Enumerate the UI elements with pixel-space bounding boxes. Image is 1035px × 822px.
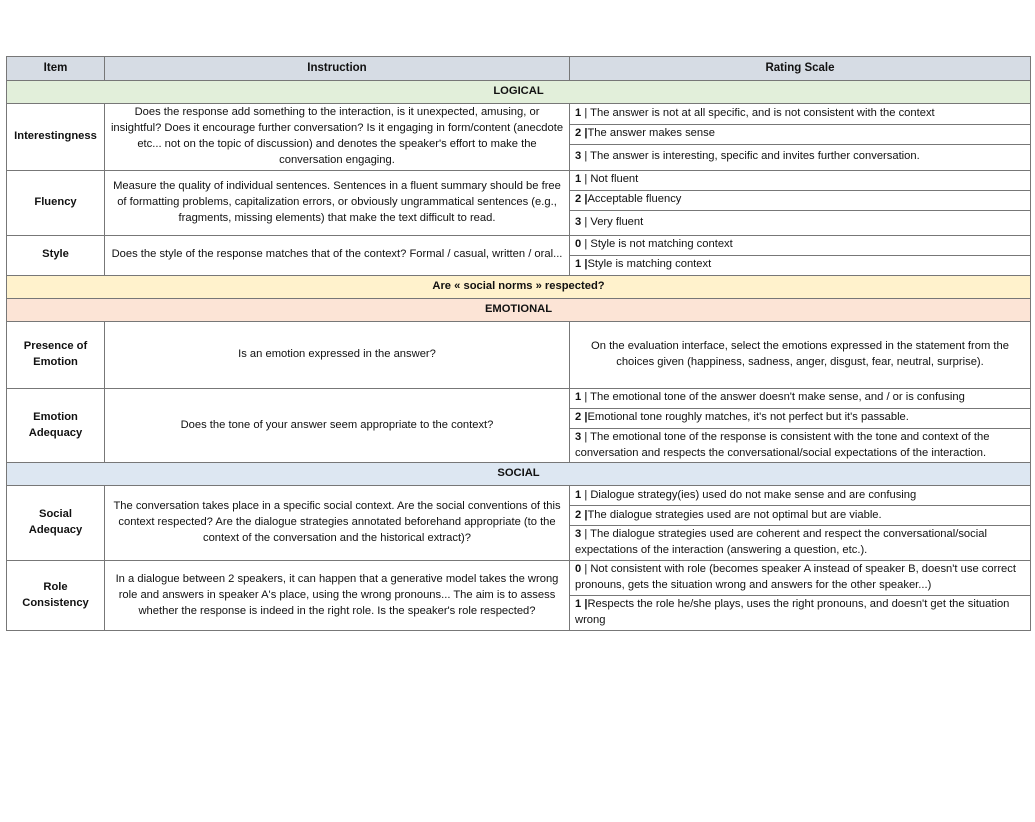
section-emotional-label: EMOTIONAL xyxy=(7,298,1031,321)
section-social xyxy=(7,463,1031,486)
table-row xyxy=(7,486,1031,506)
scale-option xyxy=(570,561,1031,596)
scale-level: 3 xyxy=(575,150,582,163)
table-row xyxy=(7,388,1031,408)
instruction-emotion-adequacy: Does the tone of your answer seem appropriate to the context? xyxy=(105,388,570,463)
scale-option xyxy=(570,210,1031,235)
table-row xyxy=(7,321,1031,388)
item-emotion-adequacy: Emotion Adequacy xyxy=(7,388,105,463)
scale-text: Acceptable fluency xyxy=(587,193,682,206)
scale-level: 1 xyxy=(575,391,582,404)
item-fluency: Fluency xyxy=(7,170,105,235)
instruction-fluency: Measure the quality of individual sentences. Sentences in a fluent summary should be free of formatting problems, capitalization errors, or obviously ungrammatical sentences (e.g., fragments, missing elements) that make the text difficult to read. xyxy=(105,170,570,235)
section-logical xyxy=(7,81,1031,104)
scale-option xyxy=(570,170,1031,190)
scale-text: | Very fluent xyxy=(581,215,644,228)
scale-option xyxy=(570,124,1031,145)
scale-option xyxy=(570,255,1031,275)
item-presence-of-emotion: Presence of Emotion xyxy=(7,321,105,388)
scale-text: | The emotional tone of the answer doesn't make sense, and / or is confusing xyxy=(581,391,965,404)
scale-level: 1 xyxy=(575,488,582,501)
scale-level: 1 xyxy=(575,106,582,119)
scale-presence-of-emotion: On the evaluation interface, select the emotions expressed in the statement from the choices given (happiness, sadness, anger, disgust, fear, neutral, surprise). xyxy=(570,321,1031,388)
scale-option xyxy=(570,506,1031,526)
figure-caption xyxy=(0,0,1035,8)
scale-option xyxy=(570,408,1031,428)
item-social-adequacy: Social Adequacy xyxy=(7,486,105,561)
item-interestingness: Interestingness xyxy=(7,104,105,171)
scale-option xyxy=(570,235,1031,255)
scale-text: Style is matching context xyxy=(587,258,712,271)
scale-level: 2 | xyxy=(575,508,588,521)
item-role-consistency: Role Consistency xyxy=(7,561,105,631)
table-row xyxy=(7,170,1031,190)
scale-option xyxy=(570,486,1031,506)
scale-level: 2 | xyxy=(575,127,588,140)
scale-level: 2 | xyxy=(575,193,588,206)
scale-text: The dialogue strategies used are not optimal but are viable. xyxy=(587,508,882,521)
scale-level: 1 xyxy=(575,173,582,186)
header-item: Item xyxy=(7,57,105,81)
header-instruction: Instruction xyxy=(105,57,570,81)
scale-level: 0 xyxy=(575,238,582,251)
scale-level: 0 xyxy=(575,563,582,576)
scale-option xyxy=(570,526,1031,561)
scale-text: | Dialogue strategy(ies) used do not make sense and are confusing xyxy=(581,488,917,501)
table-row xyxy=(7,561,1031,596)
scale-text: | The answer is not at all specific, and is not consistent with the context xyxy=(581,106,935,119)
scale-level: 1 | xyxy=(575,258,588,271)
scale-option xyxy=(570,190,1031,210)
section-social-norms-label: Are « social norms » respected? xyxy=(7,275,1031,298)
instruction-social-adequacy: The conversation takes place in a specific social context. Are the social conventions of this context respected? Are the dialogue strategies annotated beforehand appropriate (to the context of the conversation and the historical extract)? xyxy=(105,486,570,561)
section-social-norms xyxy=(7,275,1031,298)
evaluation-criteria-table xyxy=(6,56,1031,631)
header-row xyxy=(7,57,1031,81)
scale-text: Respects the role he/she plays, uses the right pronouns, and doesn't get the situation wrong xyxy=(575,598,1010,626)
scale-text: | The dialogue strategies used are coherent and respect the conversational/social expectations of the interaction (answering a question, etc.). xyxy=(575,528,987,557)
instruction-interestingness: Does the response add something to the interaction, is it unexpected, amusing, or insightful? Does it encourage further conversation? Is it engaging in form/content (anecdote etc... not on the topic of discussion) and denotes the speaker's effort to make the conversation engaging. xyxy=(105,104,570,171)
section-social-label: SOCIAL xyxy=(7,463,1031,486)
header-rating-scale: Rating Scale xyxy=(570,57,1031,81)
scale-text: | The answer is interesting, specific and invites further conversation. xyxy=(581,150,920,163)
instruction-style: Does the style of the response matches that of the context? Formal / casual, written / oral... xyxy=(105,235,570,275)
scale-text: | Not fluent xyxy=(581,173,639,186)
scale-level: 3 xyxy=(575,528,582,541)
table-row xyxy=(7,235,1031,255)
scale-option xyxy=(570,428,1031,463)
scale-level: 2 | xyxy=(575,411,588,424)
scale-option xyxy=(570,596,1031,631)
scale-option xyxy=(570,145,1031,171)
scale-level: 3 xyxy=(575,430,582,443)
table-row xyxy=(7,104,1031,125)
item-style: Style xyxy=(7,235,105,275)
scale-text: | Not consistent with role (becomes speaker A instead of speaker B, doesn't use correct pronouns, gets the situation wrong and answers for the other speaker...) xyxy=(575,563,1016,592)
scale-text: Emotional tone roughly matches, it's not perfect but it's passable. xyxy=(587,411,909,424)
scale-text: | The emotional tone of the response is consistent with the tone and context of the conversation and respects the conversational/social expectations of the interaction. xyxy=(575,430,990,459)
instruction-presence-of-emotion: Is an emotion expressed in the answer? xyxy=(105,321,570,388)
instruction-role-consistency: In a dialogue between 2 speakers, it can happen that a generative model takes the wrong role and answers in speaker A's place, using the wrong pronouns... The aim is to assess whether the response is indeed in the right role. Is the speaker's role respected? xyxy=(105,561,570,631)
scale-text: The answer makes sense xyxy=(587,127,715,140)
section-logical-label: LOGICAL xyxy=(7,81,1031,104)
section-emotional xyxy=(7,298,1031,321)
scale-level: 1 | xyxy=(575,598,588,611)
scale-text: | Style is not matching context xyxy=(581,238,733,251)
scale-level: 3 xyxy=(575,215,582,228)
scale-option xyxy=(570,104,1031,125)
scale-option xyxy=(570,388,1031,408)
